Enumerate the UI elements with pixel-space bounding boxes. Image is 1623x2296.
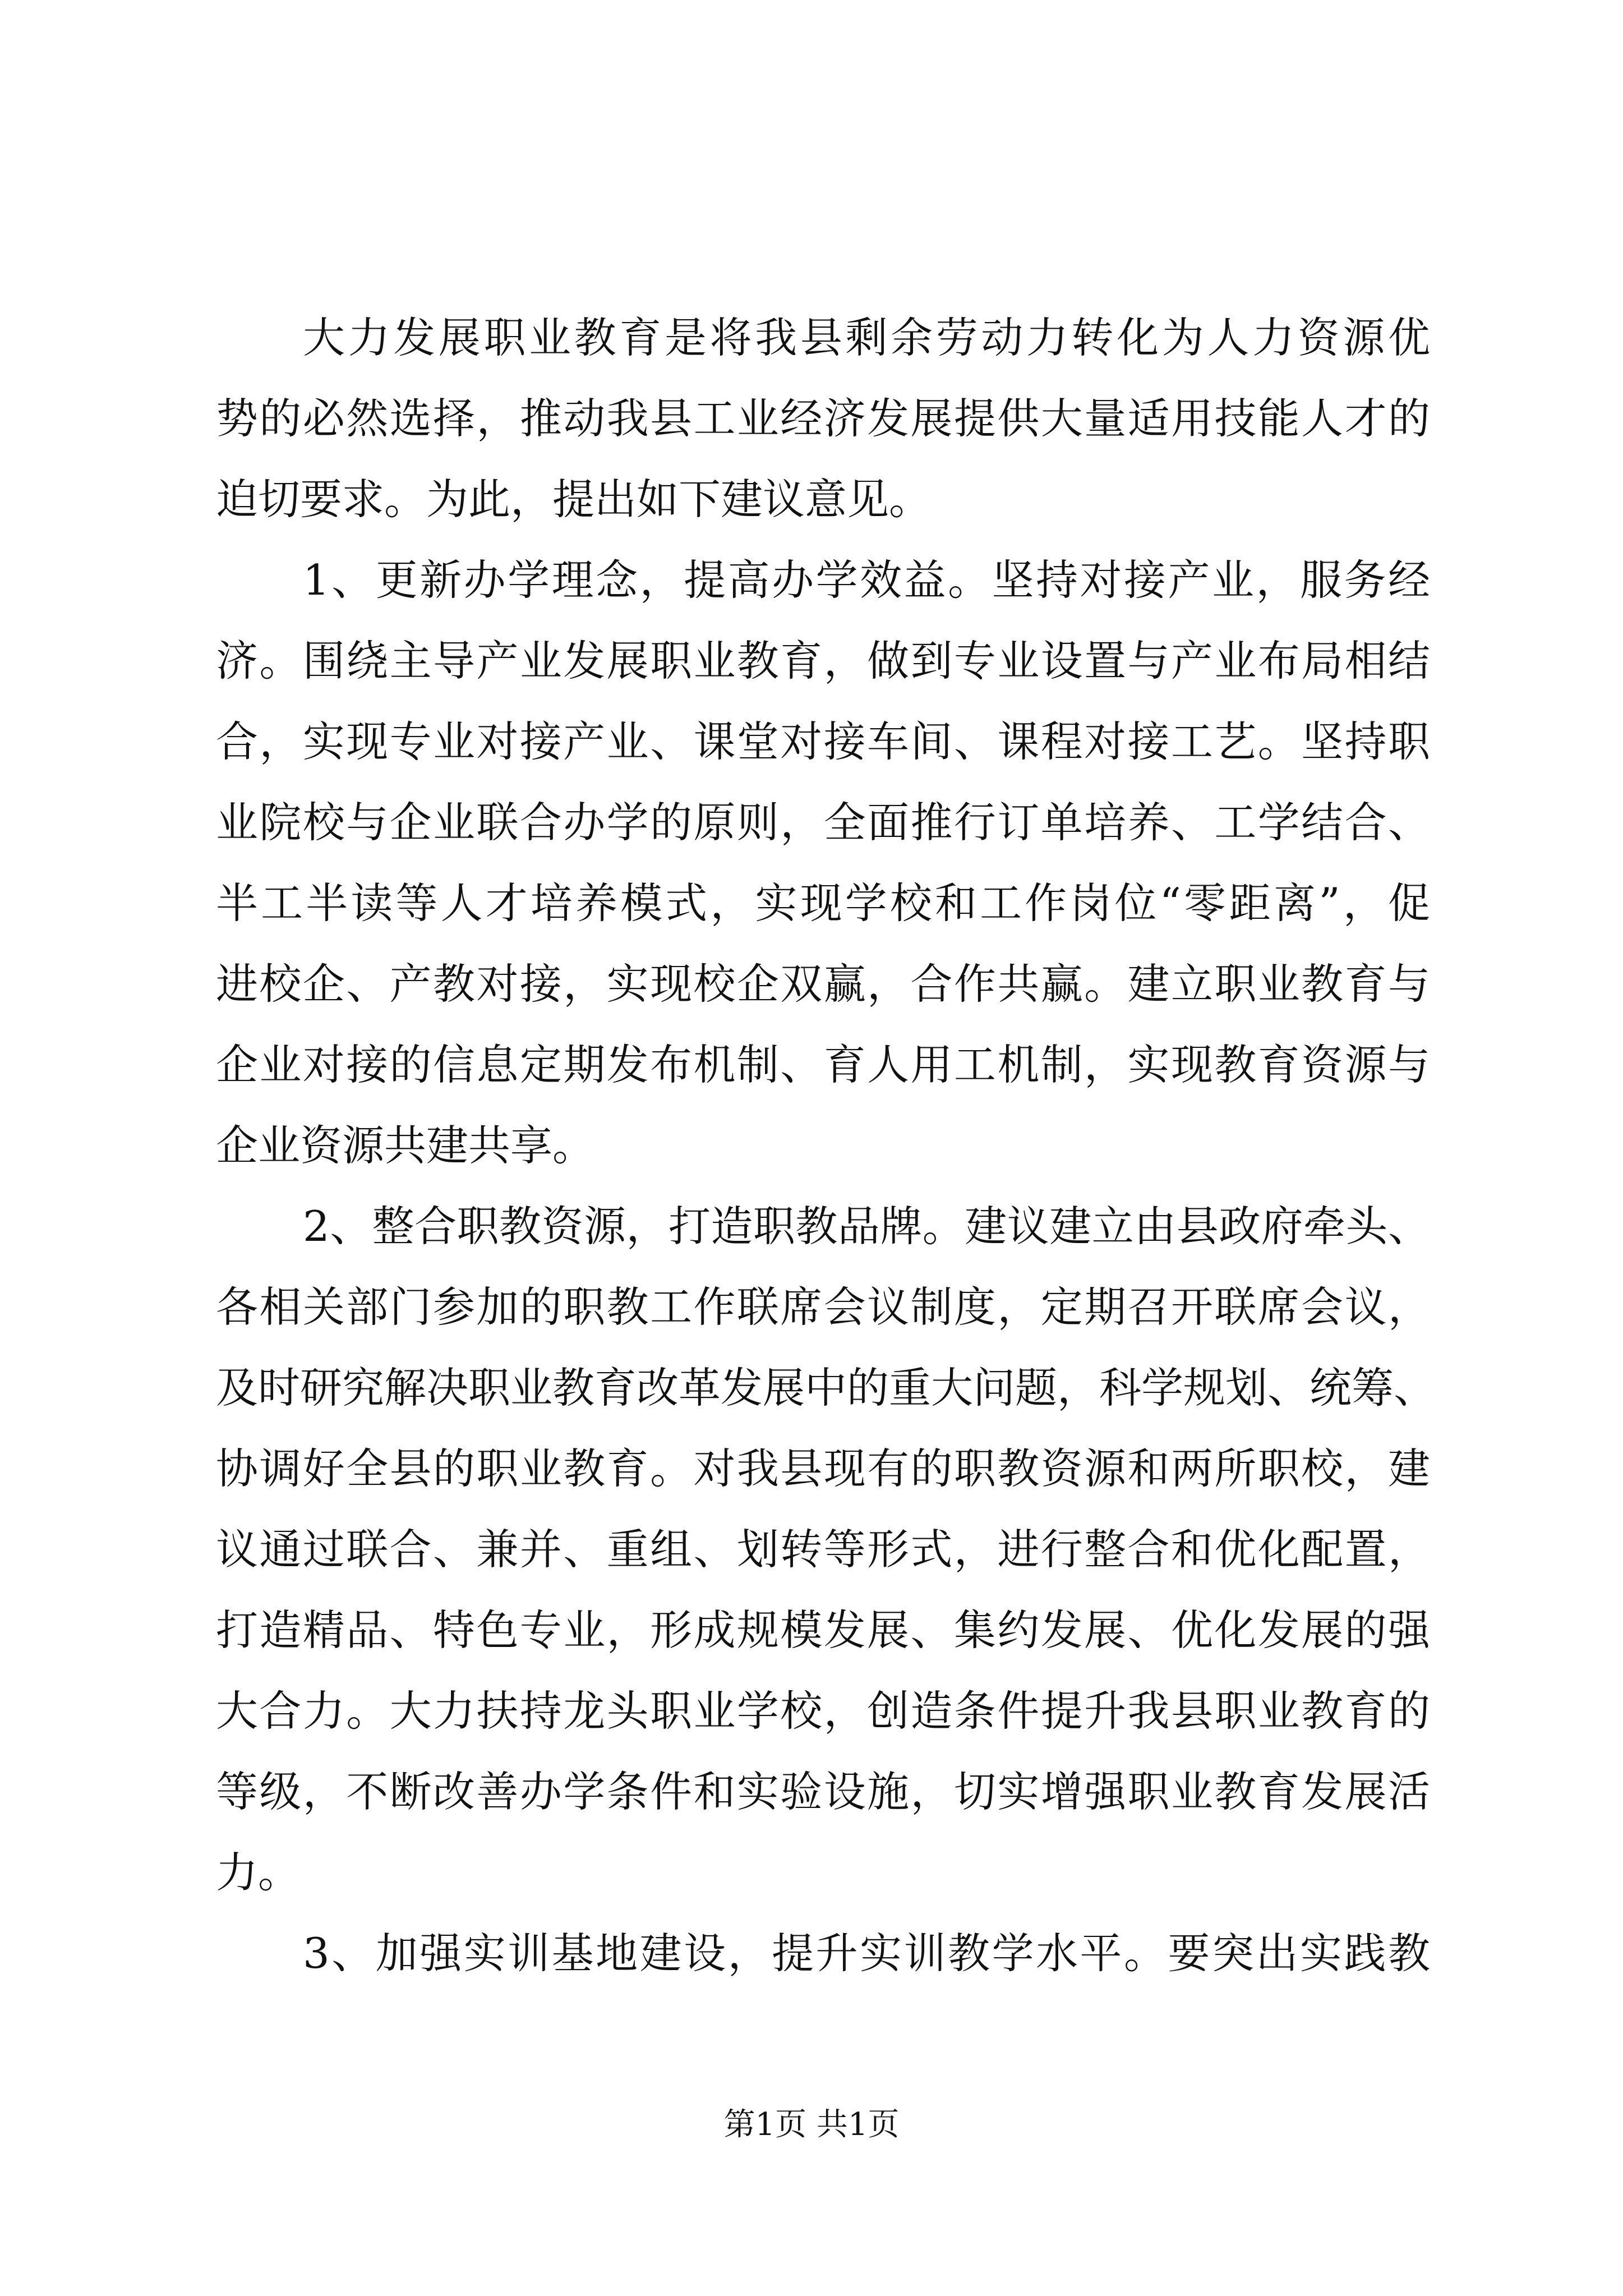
text-line: 各相关部门参加的职教工作联席会议制度，定期召开联席会议，: [216, 1282, 1430, 1332]
text-line: 等级，不断改善办学条件和实验设施，切实增强职业教育发展活: [216, 1767, 1430, 1816]
text-line: 打造精品、特色专业，形成规模发展、集约发展、优化发展的强: [216, 1605, 1430, 1655]
text-line: 大合力。大力扶持龙头职业学校，创造条件提升我县职业教育的: [216, 1686, 1430, 1736]
text-line: 1、更新办学理念，提高办学效益。坚持对接产业，服务经: [303, 555, 1430, 605]
text-line: 企业对接的信息定期发布机制、育人用工机制，实现教育资源与: [216, 1040, 1430, 1089]
text-line: 业院校与企业联合办学的原则，全面推行订单培养、工学结合、: [216, 798, 1430, 847]
text-line: 大力发展职业教育是将我县剩余劳动力转化为人力资源优: [303, 313, 1430, 362]
document-body: [216, 297, 1436, 1994]
text-line: 企业资源共建共享。: [216, 1121, 595, 1170]
text-line: 合，实现专业对接产业、课堂对接车间、课程对接工艺。坚持职: [216, 717, 1430, 766]
text-line: 进校企、产教对接，实现校企双赢，合作共赢。建立职业教育与: [216, 959, 1430, 1009]
text-line: 2、整合职教资源，打造职教品牌。建议建立由县政府牵头、: [303, 1202, 1430, 1251]
text-line: 半工半读等人才培养模式，实现学校和工作岗位“零距离”，促: [216, 878, 1430, 928]
text-line: 济。围绕主导产业发展职业教育，做到专业设置与产业布局相结: [216, 636, 1430, 685]
text-line: 议通过联合、兼并、重组、划转等形式，进行整合和优化配置，: [216, 1525, 1430, 1574]
text-line: 力。: [216, 1848, 301, 1897]
page-footer: 第1页 共1页: [723, 2106, 900, 2143]
text-line: 势的必然选择，推动我县工业经济发展提供大量适用技能人才的: [216, 394, 1430, 443]
text-line: 及时研究解决职业教育改革发展中的重大问题，科学规划、统筹、: [216, 1363, 1436, 1412]
text-line: 3、加强实训基地建设，提升实训教学水平。要突出实践教: [303, 1929, 1430, 1978]
text-line: 协调好全县的职业教育。对我县现有的职教资源和两所职校，建: [216, 1444, 1430, 1493]
text-line: 迫切要求。为此，提出如下建议意见。: [216, 475, 932, 524]
